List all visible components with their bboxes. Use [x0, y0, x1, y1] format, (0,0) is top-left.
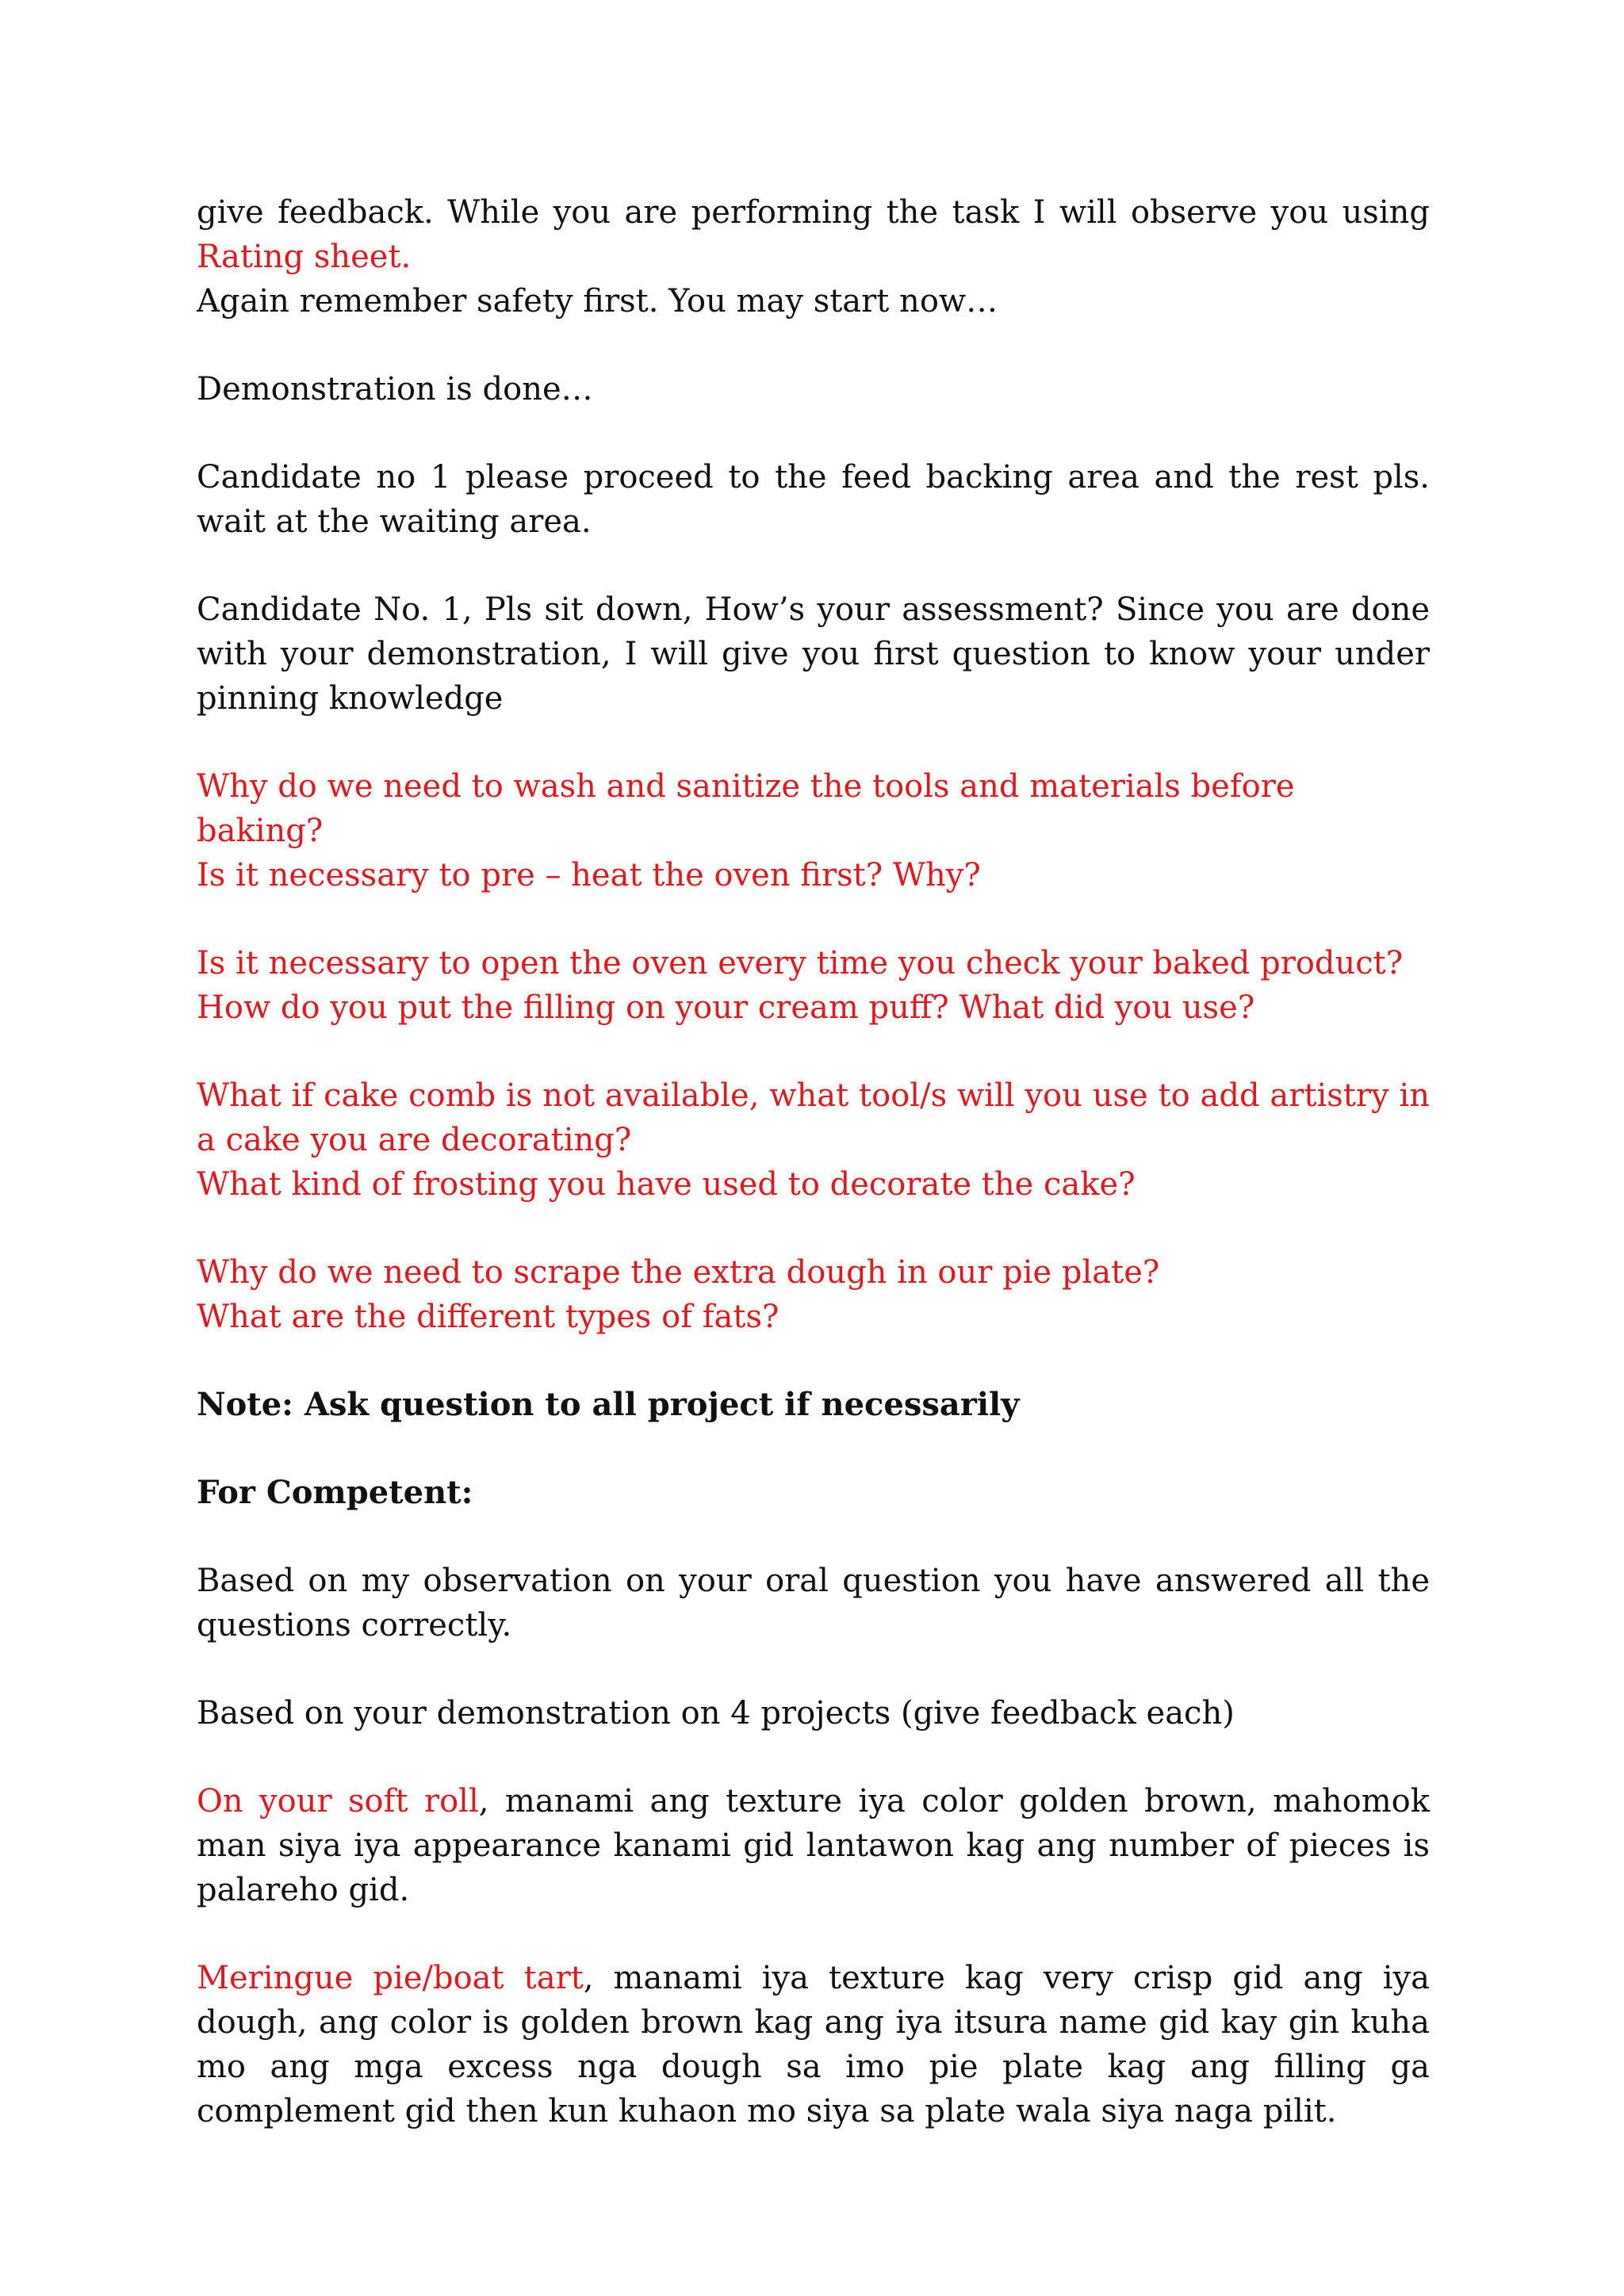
question-item: Is it necessary to open the oven every time you check your baked product?	[197, 945, 1404, 982]
meringue-label: Meringue pie/boat tart	[197, 1960, 584, 1996]
intro-paragraph	[197, 190, 1430, 323]
competent-heading: For Competent:	[197, 1474, 473, 1511]
question-item: What if cake comb is not available, what tool/s will you use to add artistry in a cake you are decorating?	[197, 1077, 1430, 1158]
question-group-4	[197, 1250, 1430, 1339]
soft-roll-label: On your soft roll	[197, 1783, 479, 1820]
question-item: Why do we need to scrape the extra dough in our pie plate?	[197, 1254, 1160, 1291]
question-item: What kind of frosting you have used to decorate the cake?	[197, 1166, 1136, 1203]
soft-roll-paragraph	[197, 1779, 1430, 1912]
meringue-text: , manami iya texture kag very crisp gid ang iya dough, ang color is golden brown kag ang iya itsura name gid kay gin kuha mo ang mga excess nga dough sa imo pie plate kag ang filling ga complement gid then kun kuhaon mo siya sa plate wala siya naga pilit.	[197, 1960, 1431, 2130]
question-item: How do you put the filling on your cream puff? What did you use?	[197, 989, 1255, 1026]
demo-done-paragraph: Demonstration is done…	[197, 371, 593, 408]
candidate-sit-paragraph: Candidate No. 1, Pls sit down, How’s your assessment? Since you are done with your demonstration, I will give you first question to know your under pinning knowledge	[197, 591, 1430, 717]
intro-line-2: Again remember safety first. You may start now…	[197, 283, 998, 320]
question-group-3	[197, 1073, 1430, 1207]
question-item: What are the different types of fats?	[197, 1299, 779, 1335]
intro-text: give feedback. While you are performing the task I will observe you using	[197, 194, 1430, 231]
question-group-2	[197, 941, 1430, 1030]
question-group-1	[197, 764, 1430, 897]
note-paragraph: Note: Ask question to all project if necessarily	[197, 1386, 1020, 1423]
soft-roll-text: , manami ang texture iya color golden brown, mahomok man siya iya appearance kanami gid lantawon kag ang number of pieces is palareho gid.	[197, 1783, 1430, 1908]
meringue-paragraph	[197, 1956, 1430, 2133]
document-body	[197, 190, 1430, 2177]
demo-feedback-paragraph: Based on your demonstration on 4 projects (give feedback each)	[197, 1695, 1235, 1732]
question-item: Is it necessary to pre – heat the oven first? Why?	[197, 857, 981, 894]
oral-feedback-paragraph: Based on my observation on your oral question you have answered all the questions correctly.	[197, 1563, 1430, 1644]
question-item: Why do we need to wash and sanitize the tools and materials before baking?	[197, 768, 1295, 849]
candidate-proceed-paragraph: Candidate no 1 please proceed to the feed backing area and the rest pls. wait at the waiting area.	[197, 459, 1430, 540]
rating-sheet-text: Rating sheet.	[197, 239, 412, 275]
